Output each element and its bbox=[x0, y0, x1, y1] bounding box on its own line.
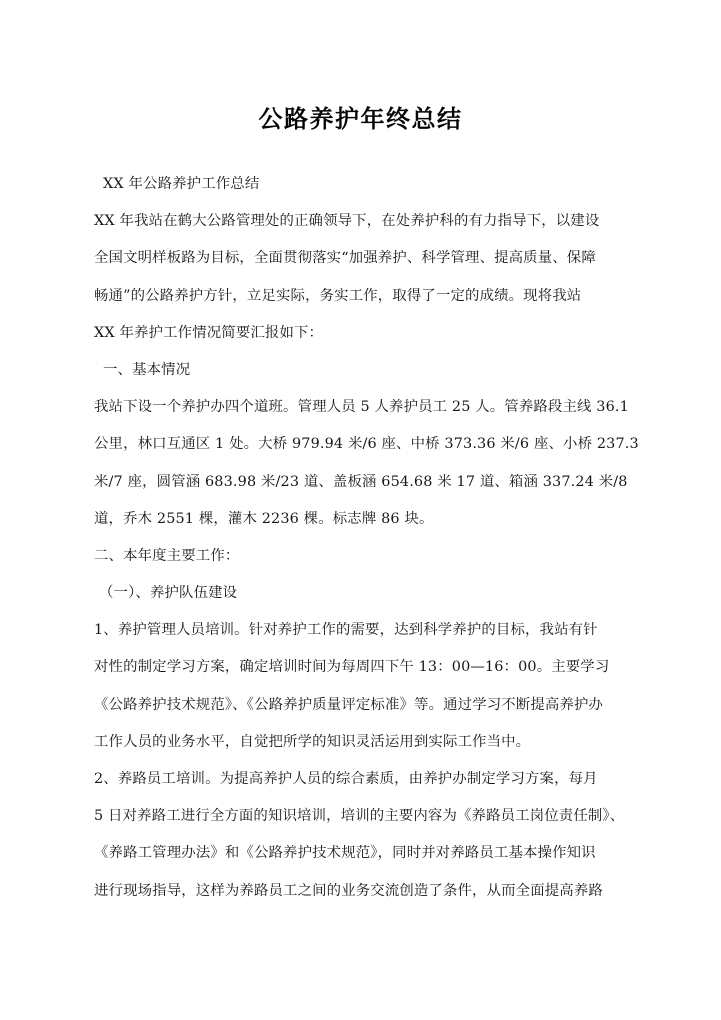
document-line: 我站下设一个养护办四个道班。管理人员 5 人养护员工 25 人。管养路段主线 36.1 bbox=[94, 399, 629, 416]
document-line: 对性的制定学习方案，确定培训时间为每周四下午 13：00—16：00。主要学习 bbox=[94, 659, 610, 676]
document-line: 全国文明样板路为目标，全面贯彻落实“加强养护、科学管理、提高质量、保障 bbox=[94, 250, 596, 267]
document-line: 米/7 座，圆管涵 683.98 米/23 道、盖板涵 654.68 米 17 道、箱涵 337.24 米/8 bbox=[94, 473, 628, 490]
document-line: 2、养路员工培训。为提高养护人员的综合素质，由养护办制定学习方案，每月 bbox=[94, 771, 598, 787]
document-line: XX 年公路养护工作总结 bbox=[103, 176, 260, 192]
page-title: 公路养护年终总结 bbox=[258, 104, 463, 134]
document-line: 《养路工管理办法》和《公路养护技术规范》，同时并对养路员工基本操作知识 bbox=[94, 845, 596, 862]
document-line: 5 日对养路工进行全方面的知识培训，培训的主要内容为《养路员工岗位责任制》、 bbox=[94, 808, 625, 825]
document-line: XX 年养护工作情况简要汇报如下： bbox=[94, 324, 324, 341]
document-line: 工作人员的业务水平，自觉把所学的知识灵活运用到实际工作当中。 bbox=[94, 733, 531, 750]
document-heading-line: 一、基本情况 bbox=[103, 361, 191, 378]
document-line: 公里，林口互通区 1 处。大桥 979.94 米/6 座、中桥 373.36 米/6 座、小桥 237.3 bbox=[94, 436, 639, 453]
document-line: 进行现场指导，这样为养路员工之间的业务交流创造了条件，从而全面提高养路 bbox=[94, 882, 603, 899]
document-line: XX 年我站在鹤大公路管理处的正确领导下，在处养护科的有力指导下，以建设 bbox=[94, 213, 600, 230]
document-line: 1、养护管理人员培训。针对养护工作的需要，达到科学养护的目标，我站有针 bbox=[94, 622, 598, 639]
document-body bbox=[94, 166, 639, 910]
document-heading-line: （一）、养护队伍建设 bbox=[99, 585, 238, 602]
document-line: 《公路养护技术规范》、《公路养护质量评定标准》等。通过学习不断提高养护办 bbox=[94, 696, 604, 713]
document-line: 畅通”的公路养护方针，立足实际，务实工作，取得了一定的成绩。现将我站 bbox=[94, 287, 582, 304]
document-heading-line: 二、本年度主要工作： bbox=[94, 547, 240, 564]
document-line: 道，乔木 2551 棵，灌木 2236 棵。标志牌 86 块。 bbox=[94, 510, 434, 527]
